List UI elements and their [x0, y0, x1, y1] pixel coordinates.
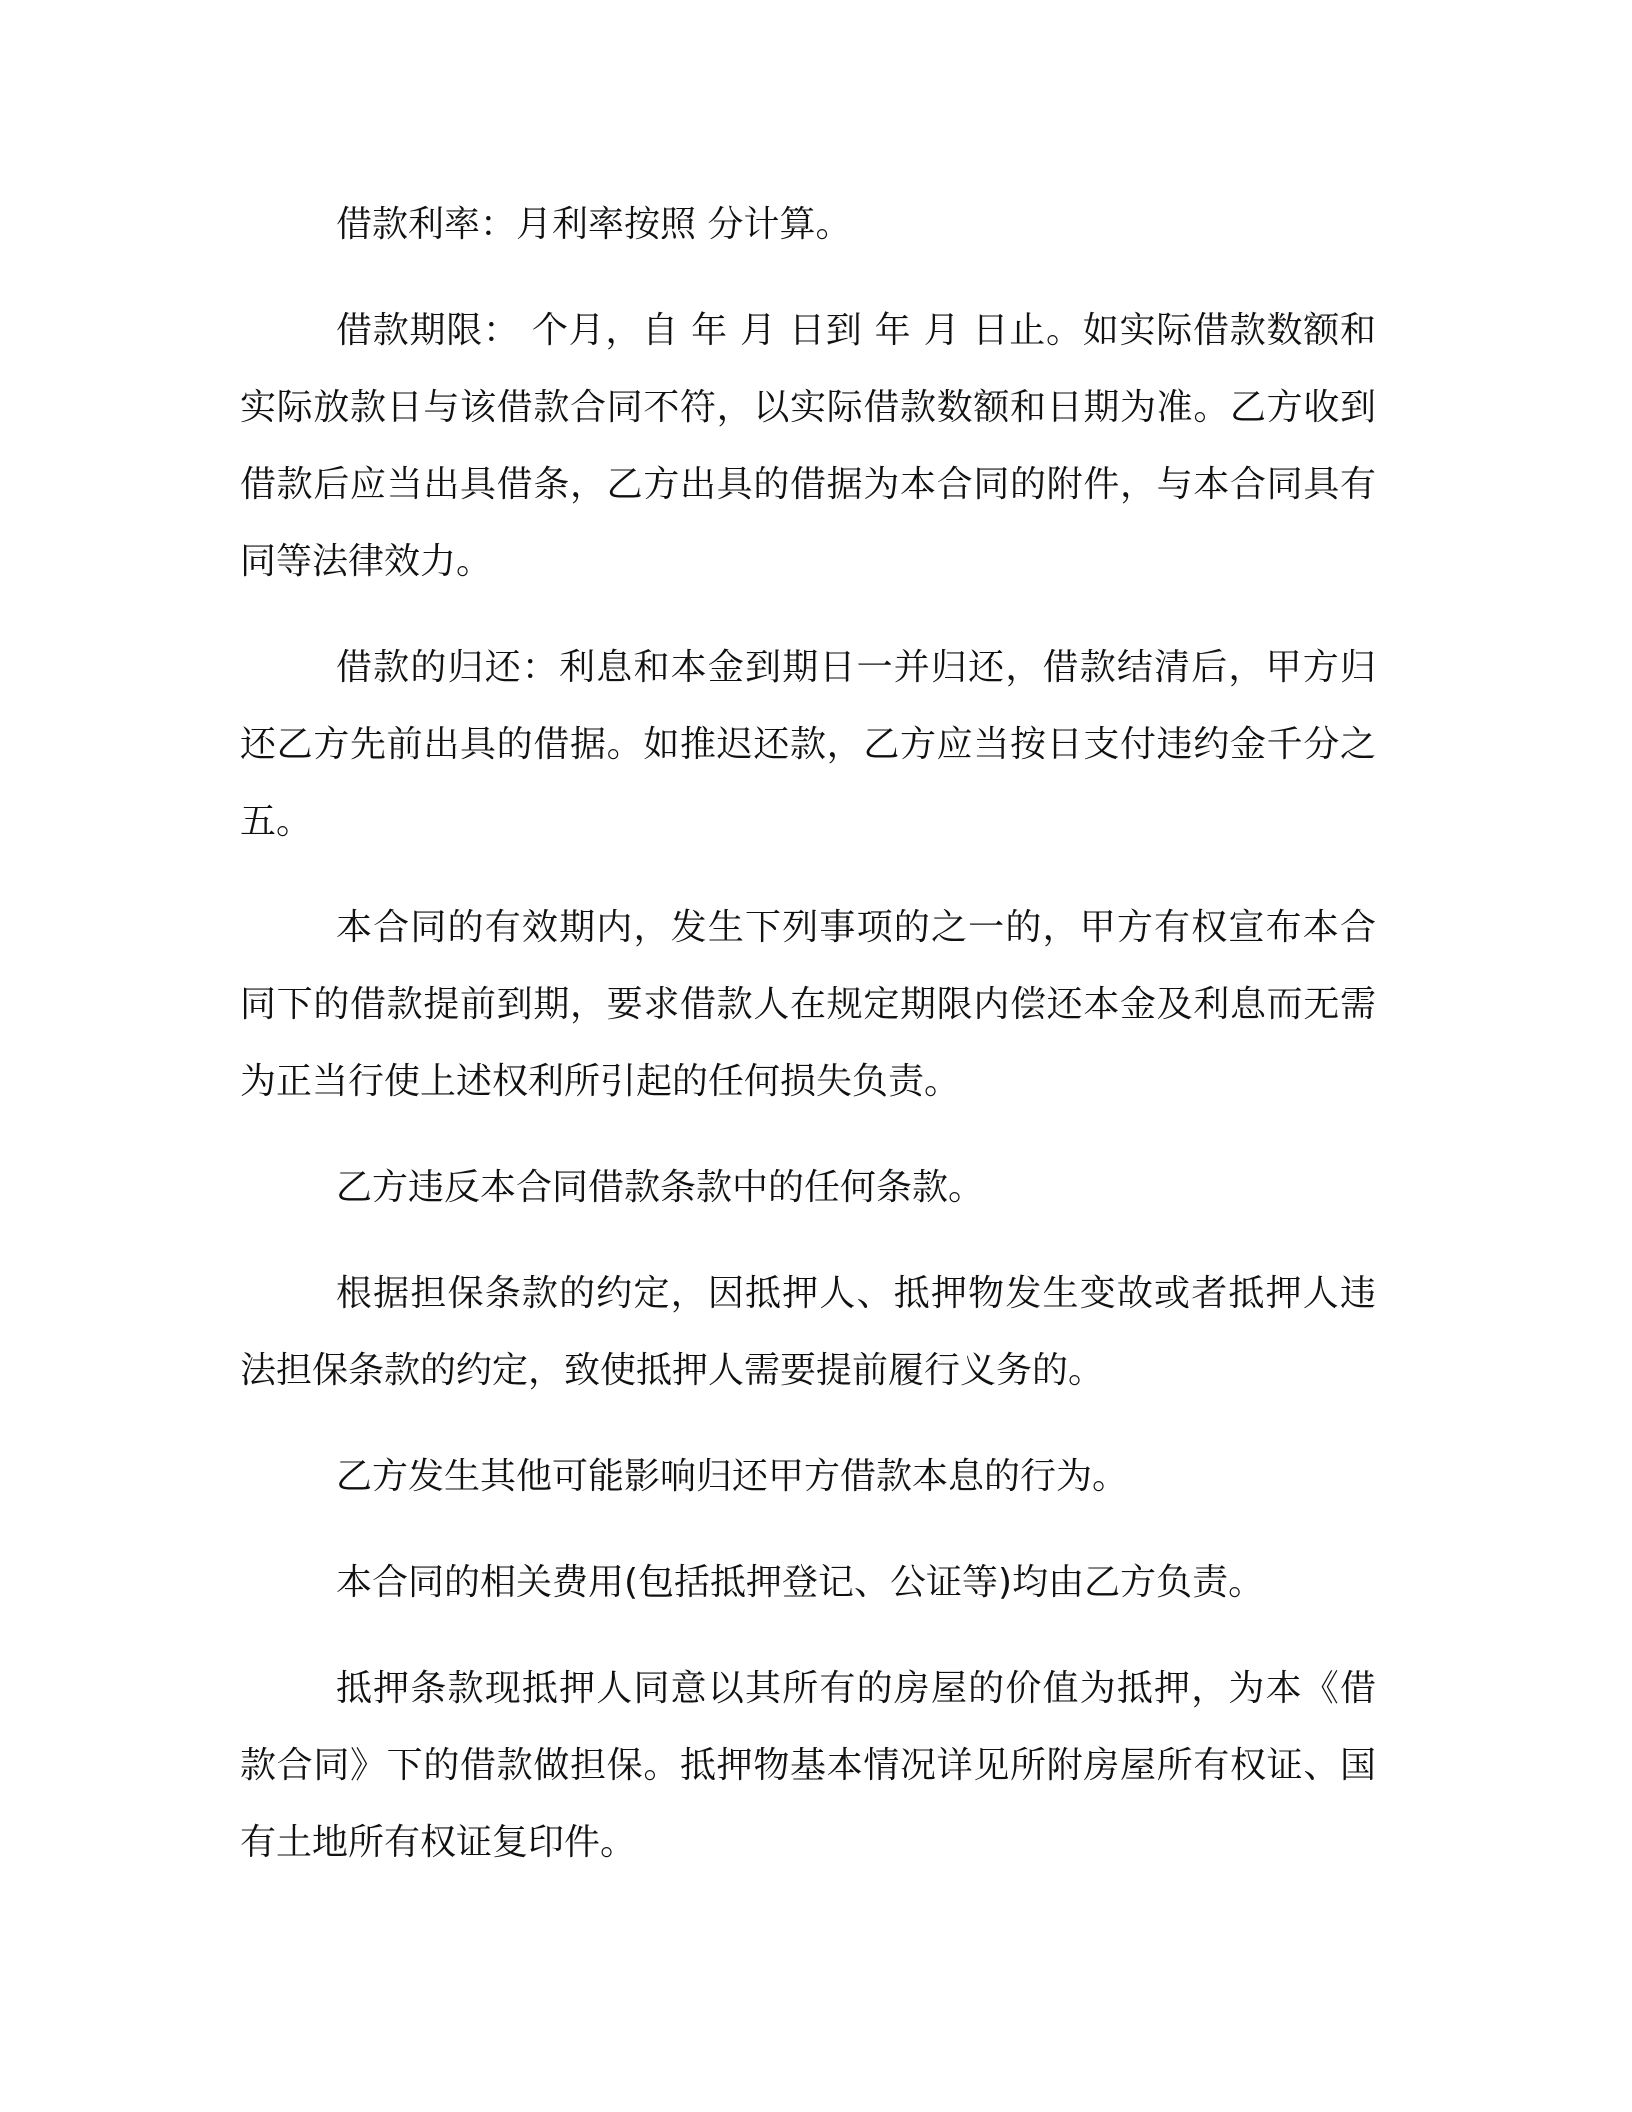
paragraph-loan-term: 借款期限： 个月，自 年 月 日到 年 月 日止。如实际借款数额和实际放款日与该借款合同不符，以实际借款数额和日期为准。乙方收到借款后应当出具借条，乙方出具的借据为本合同的附件，与本合同具有同等法律效力。 [240, 310, 1376, 582]
paragraph-breach: 乙方违反本合同借款条款中的任何条款。 [336, 1167, 985, 1208]
paragraph-fees: 本合同的相关费用(包括抵押登记、公证等)均由乙方负责。 [336, 1562, 1265, 1603]
paragraph-interest-rate: 借款利率：月利率按照 分计算。 [336, 204, 852, 245]
paragraph-repayment: 借款的归还：利息和本金到期日一并归还，借款结清后，甲方归还乙方先前出具的借据。如推迟还款，乙方应当按日支付违约金千分之五。 [240, 647, 1376, 842]
paragraph-mortgage-clause: 抵押条款现抵押人同意以其所有的房屋的价值为抵押，为本《借款合同》下的借款做担保。抵押物基本情况详见所附房屋所有权证、国有土地所有权证复印件。 [240, 1668, 1376, 1863]
paragraph-guarantee: 根据担保条款的约定，因抵押人、抵押物发生变故或者抵押人违法担保条款的约定，致使抵押人需要提前履行义务的。 [240, 1273, 1376, 1391]
paragraph-other-behavior: 乙方发生其他可能影响归还甲方借款本息的行为。 [336, 1456, 1129, 1497]
paragraph-early-maturity: 本合同的有效期内，发生下列事项的之一的，甲方有权宣布本合同下的借款提前到期，要求借款人在规定期限内偿还本金及利息而无需为正当行使上述权利所引起的任何损失负责。 [240, 907, 1376, 1102]
document-body [240, 186, 1376, 1910]
